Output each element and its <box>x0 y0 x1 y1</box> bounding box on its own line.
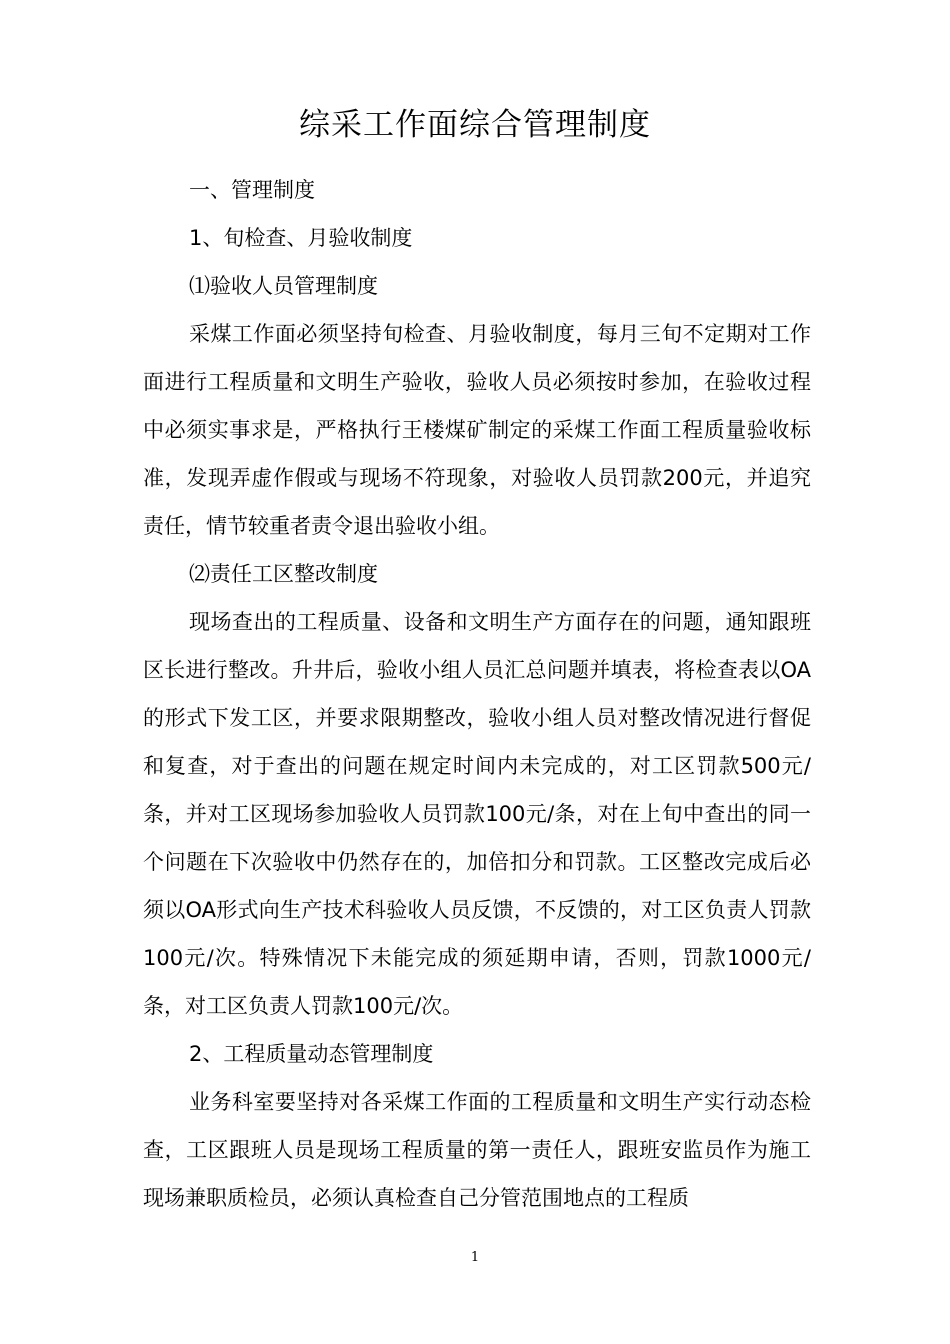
clause-heading: ⑵责任工区整改制度 <box>189 562 378 586</box>
document-title: 综采工作面综合管理制度 <box>299 107 651 143</box>
document-body <box>143 166 811 1222</box>
clause-heading: ⑴验收人员管理制度 <box>189 274 378 298</box>
subsection-heading: 1、旬检查、月验收制度 <box>189 226 413 250</box>
page-number: 1 <box>470 1250 480 1265</box>
body-paragraph: 采煤工作面必须坚持旬检查、月验收制度，每月三旬不定期对工作面进行工程质量和文明生产验收，验收人员必须按时参加，在验收过程中必须实事求是，严格执行王楼煤矿制定的采煤工作面工程质量验收标准，发现弄虚作假或与现场不符现象，对验收人员罚款200元，并追究责任，情节较重者责令退出验收小组。 <box>143 322 811 538</box>
body-paragraph: 现场查出的工程质量、设备和文明生产方面存在的问题，通知跟班区长进行整改。升井后，验收小组人员汇总问题并填表，将检查表以OA的形式下发工区，并要求限期整改，验收小组人员对整改情况进行督促和复查，对于查出的问题在规定时间内未完成的，对工区罚款500元/条，并对工区现场参加验收人员罚款100元/条，对在上旬中查出的同一个问题在下次验收中仍然存在的，加倍扣分和罚款。工区整改完成后必须以OA形式向生产技术科验收人员反馈，不反馈的，对工区负责人罚款100元/次。特殊情况下未能完成的须延期申请，否则，罚款1000元/条，对工区负责人罚款100元/次。 <box>143 610 811 1018</box>
body-paragraph: 业务科室要坚持对各采煤工作面的工程质量和文明生产实行动态检查，工区跟班人员是现场工程质量的第一责任人，跟班安监员作为施工现场兼职质检员，必须认真检查自己分管范围地点的工程质 <box>143 1090 811 1210</box>
subsection-heading: 2、工程质量动态管理制度 <box>189 1042 434 1066</box>
section-heading: 一、管理制度 <box>189 178 315 202</box>
